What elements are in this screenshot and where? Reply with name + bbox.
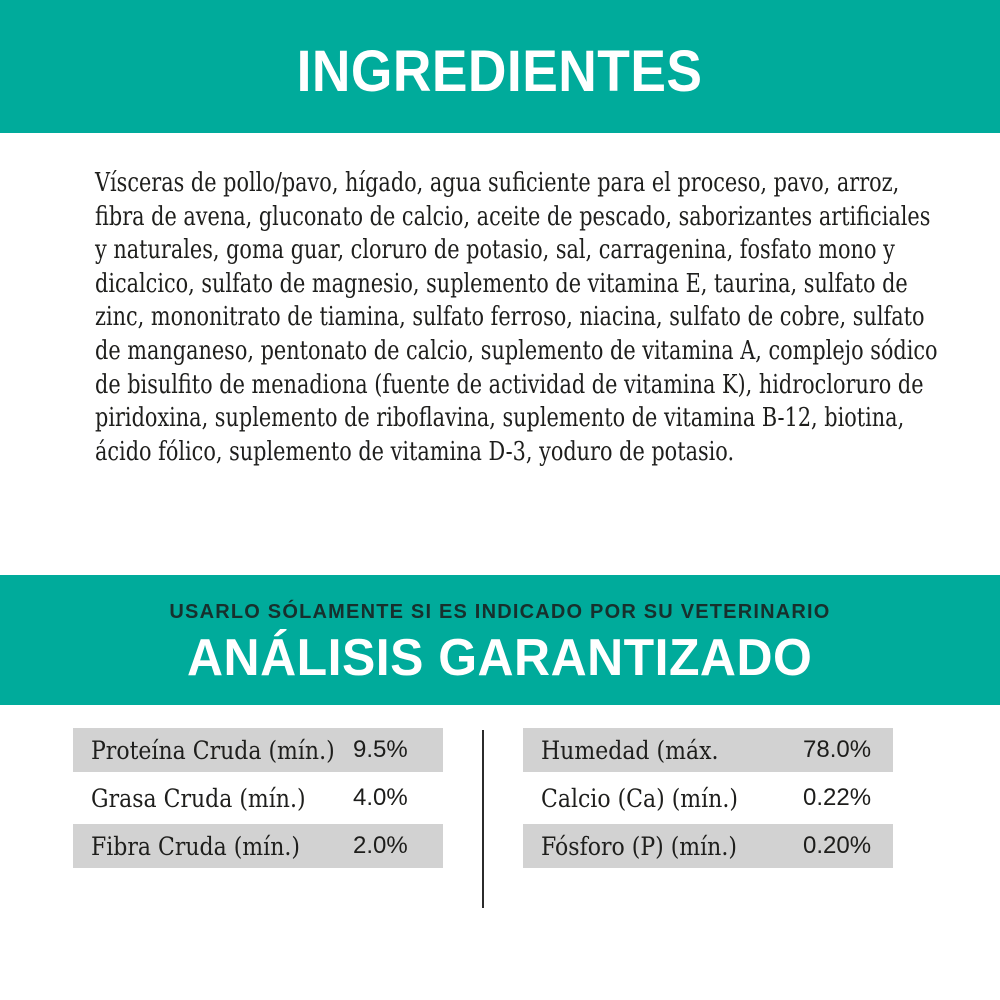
table-row-fiber	[73, 824, 443, 868]
ingredients-section	[95, 167, 940, 469]
row-label: Humedad (máx.	[541, 735, 719, 765]
row-value: 4.0%	[353, 784, 408, 811]
row-value: 0.20%	[803, 832, 872, 859]
veterinary-notice: USARLO SÓLAMENTE SI ES INDICADO POR SU VETERINARIO	[169, 601, 831, 623]
ingredients-text: Vísceras de pollo/pavo, hígado, agua suficiente para el proceso, pavo, arroz, fibra de avena, gluconato de calcio, aceite de pescado, saborizantes artificiales y naturales, goma guar, cloruro de potasio, sal, carragenina, fosfato mono y dicalcico, sulfato de magnesio, suplemento de vitamina E, taurina, sulfato de zinc, mononitrato de tiamina, sulfato ferroso, niacina, sulfato de cobre, sulfato de manganeso, pentonato de calcio, suplemento de vitamina A, complejo sódico de bisulfito de menadiona (fuente de actividad de vitamina K), hidrocloruro de piridoxina, suplemento de riboflavina, suplemento de vitamina B-12, biotina, ácido fólico, suplemento de vitamina D-3, yoduro de potasio.	[95, 168, 938, 467]
analysis-column-left	[73, 728, 443, 872]
row-label: Grasa Cruda (mín.)	[91, 783, 306, 813]
table-row-fat	[73, 776, 443, 820]
table-row-calcium	[523, 776, 893, 820]
analysis-title: ANÁLISIS GARANTIZADO	[187, 629, 813, 687]
row-label: Calcio (Ca) (mín.)	[541, 783, 738, 813]
ingredients-title: INGREDIENTES	[297, 39, 703, 104]
row-value: 9.5%	[353, 736, 408, 763]
ingredients-header-band	[0, 0, 1000, 133]
row-label: Fibra Cruda (mín.)	[91, 831, 300, 861]
row-label: Fósforo (P) (mín.)	[541, 831, 737, 861]
analysis-header-band	[0, 575, 1000, 705]
row-value: 2.0%	[353, 832, 408, 859]
row-label: Proteína Cruda (mín.)	[91, 735, 335, 765]
column-divider	[482, 730, 484, 908]
table-row-moisture	[523, 728, 893, 772]
table-row-protein	[73, 728, 443, 772]
table-row-phosphorus	[523, 824, 893, 868]
analysis-column-right	[523, 728, 893, 872]
row-value: 78.0%	[803, 736, 872, 763]
row-value: 0.22%	[803, 784, 872, 811]
